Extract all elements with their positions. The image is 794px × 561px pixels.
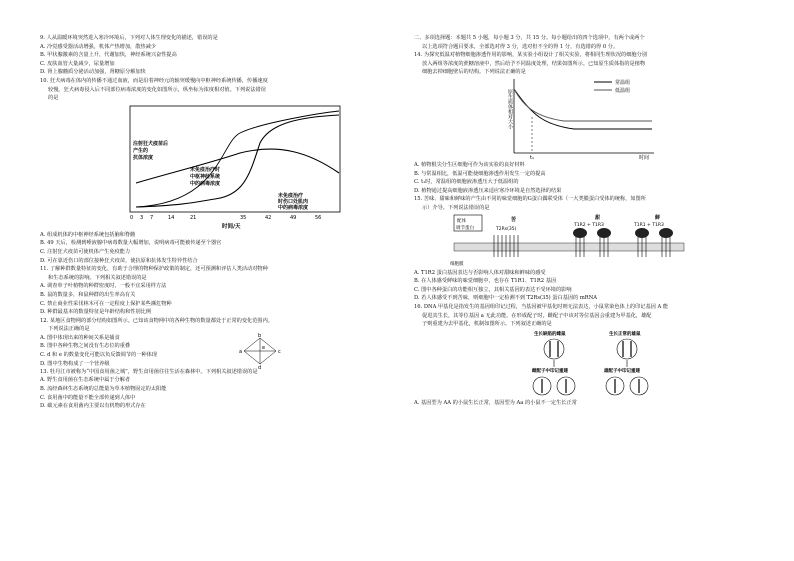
q9-option-b: B. 甲状腺激素的含量上升，代谢加快，神经系统兴奋性提高	[40, 52, 177, 59]
wound-label-3: 中的病毒浓度	[278, 204, 309, 211]
section2-line-1: 二、多项选择题：本题共 5 小题，每小题 3 分，共 15 分。每小题给出的四个选项中，有两个或两个	[414, 35, 645, 41]
node-a: a	[239, 348, 243, 355]
label-sweet: 甜	[595, 214, 601, 221]
x-tick: 49	[290, 214, 297, 221]
receptor-diagram	[414, 213, 764, 269]
q15-stem-1: 15. 苦味、甜味和鲜味的产生由不同的味觉细胞的G蛋白偶联受体（一大类膜蛋白受体的统称，如图所	[414, 196, 646, 203]
y-axis-label: 原生质体相对大小	[507, 88, 513, 129]
legend-normal: 常温组	[615, 79, 631, 86]
antibody-label-1: 注射狂犬疫苗后	[133, 140, 169, 147]
q13-option-a: A. 野生食用菌在生态系统中属于分解者	[40, 377, 131, 384]
box-ligand: 配体	[457, 218, 466, 224]
node-e: e	[262, 344, 266, 351]
q12-option-d: D. 图中生物构成了一个营养级	[40, 360, 110, 367]
q9-option-c: C. 皮肤血管大量减少，尿量增加	[40, 60, 115, 67]
q9-option-a: A. 冷觉感受器活动增强，机体产热增加，散热减少	[40, 43, 156, 50]
q10-option-c: C. 注射狂犬疫苗可使机体产生免疫能力	[40, 248, 131, 255]
female-mouse-label: 生长缺陷的雌鼠	[534, 331, 566, 337]
receptor-t2rs: T2Rs(35)	[496, 226, 517, 232]
q16-option-a: A. 基因型为 AA 的小鼠生长正常，基因型为 Aa 的小鼠不一定生长正常	[414, 399, 577, 406]
label-umami: 鲜	[655, 214, 661, 221]
q12-stem-1: 12. 某地区食物网的部分结构如图所示。已知该食物网中的各种生物的数量都处于正常的变化范围内。	[40, 317, 273, 324]
right-column	[414, 34, 764, 407]
node-b: b	[258, 332, 262, 339]
receptor-t1r1-t1r3: T1R1 + T1R3	[634, 222, 664, 228]
q11-option-c: C. 禁止商业性采伐林木可在一定程度上保护某些濒危物种	[40, 300, 172, 307]
q9-option-d: D. 肾上腺髓质分泌活动加强，肾糖原分解加快	[40, 69, 146, 76]
q15-option-c: C. 图中各种蛋白的功能相互独立，其相关基因的表达不受环境的影响	[414, 286, 572, 293]
t1-label: t₁	[530, 154, 534, 161]
cns-label-1: 未免疫治疗时	[190, 166, 221, 173]
x-tick: 14	[168, 214, 175, 221]
x-tick: 35	[240, 214, 247, 221]
q15-stem-2: 示）介导。下列说法错误的是	[422, 204, 490, 211]
x-tick: 3	[140, 214, 144, 221]
protoplast-figure	[414, 77, 764, 161]
q11-stem-2: 和生态系统的影响。下列相关叙述错误的是	[48, 274, 147, 281]
q16-stem-1: 16. DNA 甲基化是指发生的基因组印记过程，当基因被甲基化时则无法表达，小鼠常染色体上的印记基因 A 能	[414, 303, 669, 310]
wound-label-1: 未免疫治疗	[278, 192, 304, 199]
antibody-label-3: 抗体浓度	[133, 154, 154, 161]
q14-option-b: B. 与常温相比，低温可能使细胞渗透作用发生一定的提高	[414, 170, 546, 177]
x-axis-label: 时间	[639, 154, 650, 161]
male-mouse-label: 生长正常的雄鼠	[609, 331, 641, 337]
q13-stem: 13. 牡丹江市被称为“中国食用菌之城”，野生食用菌往往生活在森林中。下列相关叙述错误的是	[40, 368, 258, 375]
q16-stem-3: 子则重建为去甲基化，机制如图所示。下列叙述正确的是	[422, 321, 552, 328]
box-regulator: 调节蛋白	[456, 225, 474, 231]
q12-option-c: C. d 和 e 的数量变化可能以负反馈调节的一种体现	[40, 352, 157, 359]
q11-stem-1: 11. 了解种群数量特征的变化，有助于合理的物种保护政策的制定，还可预测和评估人类活动对物种	[40, 266, 268, 273]
q14-stem-3: 细胞去掉细胞壁后的结构。下列说法正确的是	[422, 69, 526, 76]
q9-stem: 9. 人从温暖环境突然进入寒冷环境后，下列对人体生理变化的描述，错误的是	[40, 35, 218, 41]
receptor-t1r2-t1r3: T1R2 + T1R3	[574, 222, 604, 228]
male-gamete-label: 雄配子中印记重建	[604, 368, 640, 374]
q14-option-c: C. t₁时，常温组的细胞液渗透压大于低温组的	[414, 179, 519, 186]
receptor-figure	[414, 213, 764, 269]
q14-option-d: D. 植物通过提高细胞液渗透压来适应寒冷环境是自然选择的结果	[414, 187, 562, 194]
q15-option-d: D. 若人体感受不到苦味，则细胞中一定检测不到 T2Rs(35) 蛋白基因的 mRNA	[414, 295, 597, 302]
q13-option-b: B. 流经森林生态系统的总能量为草本植物固定的太阳能	[40, 386, 167, 393]
label-bitter: 苦	[511, 216, 517, 223]
q12-option-b: B. 图中各种生物之间没有生态位的重叠	[40, 343, 131, 350]
q10-stem-2: 较慢。狂犬病毒侵入后不同部位病毒浓度的变化如图所示，纵坐标为浓度相对值。下列说法错误	[48, 86, 266, 93]
q10-option-a: A. 组成机体的中枢神经系统包括脑和脊髓	[40, 231, 136, 238]
q14-stem-1: 14. 为探究低温对植物细胞渗透作用的影响，某实验小组设计了相关实验，将相同生理状况的细胞分别	[414, 52, 647, 59]
q10-stem-3: 的是	[48, 95, 59, 102]
q12-option-a: A. 图中体现出来的种间关系是捕食	[40, 334, 120, 341]
food-web-diagram	[236, 332, 284, 370]
node-d: d	[258, 364, 262, 370]
virus-concentration-figure	[40, 103, 396, 231]
legend-low: 低温组	[615, 87, 631, 94]
cns-label-3: 中的病毒浓度	[190, 180, 221, 187]
q10-option-b: B. 49 天后，检测到唾液腺中病毒数量大幅增加，说明病毒可能被传递至个器官	[40, 240, 222, 247]
q14-stem-2: 放入两组等浓度的蔗糖溶液中，然后给予不同温度处理，结果如图所示。已知原生质体指的是植物	[422, 60, 646, 67]
q13-option-c: C. 食用菌中的能量不能全部传递到人体中	[40, 394, 136, 401]
q12-stem-2: 下列说法正确的是	[48, 326, 90, 333]
q16-stem-2: 促进其生长，其等位基因 a 无此功能。在形成配子时，雌配子中该对等位基因会重建为甲基化，雄配	[422, 312, 652, 319]
q15-option-b: B. 在人体感受鲜味的味觉细胞中，也存在 T1R1、T1R2 基因	[414, 278, 557, 285]
q11-option-b: B. 鼠的数量多，和鼠种群的出生率高有关	[40, 291, 136, 298]
x-tick: 21	[190, 214, 197, 221]
x-axis-label: 时间/天	[222, 223, 241, 230]
virus-concentration-graph	[40, 103, 396, 231]
protoplast-graph	[414, 77, 764, 161]
imprinting-diagram	[414, 329, 764, 399]
x-tick: 7	[150, 214, 154, 221]
q13-option-d: D. 碳元素在食用菌内主要以有机物的形式存在	[40, 403, 146, 410]
q11-option-d: D. 种群最基本的数量特征是年龄结构和性别比例	[40, 309, 152, 316]
female-gamete-label: 雌配子中印记重建	[532, 368, 568, 374]
node-c: c	[278, 348, 281, 355]
q15-option-a: A. T1R2 蛋白基因表达与否影响人体对甜味和鲜味的感受	[414, 269, 546, 276]
cell-membrane-label: 细胞膜	[450, 261, 464, 267]
left-column	[40, 34, 396, 411]
q10-stem-1: 10. 狂犬病毒在体内的传播不通过血液，而是沿着神经元的轴突缓慢向中枢神经系统传播，传播速度	[40, 77, 268, 84]
cns-label-2: 中枢神经系统	[190, 173, 221, 180]
food-web-block	[40, 334, 396, 368]
section2-line-2: 以上选项符合题目要求，全部选对得 3 分，选对但不全的得 1 分，有选错的得 0 分。	[422, 43, 619, 50]
x-tick: 0	[130, 214, 134, 221]
x-tick: 56	[315, 214, 322, 221]
q11-option-a: A. 调查单子叶植物的种群密度时，一般不宜采用样方法	[40, 283, 167, 290]
x-tick: 42	[265, 214, 272, 221]
q14-option-a: A. 植物根尖分生区细胞可作为该实验的良好材料	[414, 161, 525, 168]
q10-option-d: D. 可在靠近伤口的部位接种狂犬疫苗，使抗原和抗体发生特异性结合	[40, 257, 198, 264]
antibody-label-2: 产生的	[133, 147, 149, 154]
imprinting-figure	[414, 329, 764, 399]
wound-label-2: 时伤口处肌肉	[278, 198, 309, 205]
